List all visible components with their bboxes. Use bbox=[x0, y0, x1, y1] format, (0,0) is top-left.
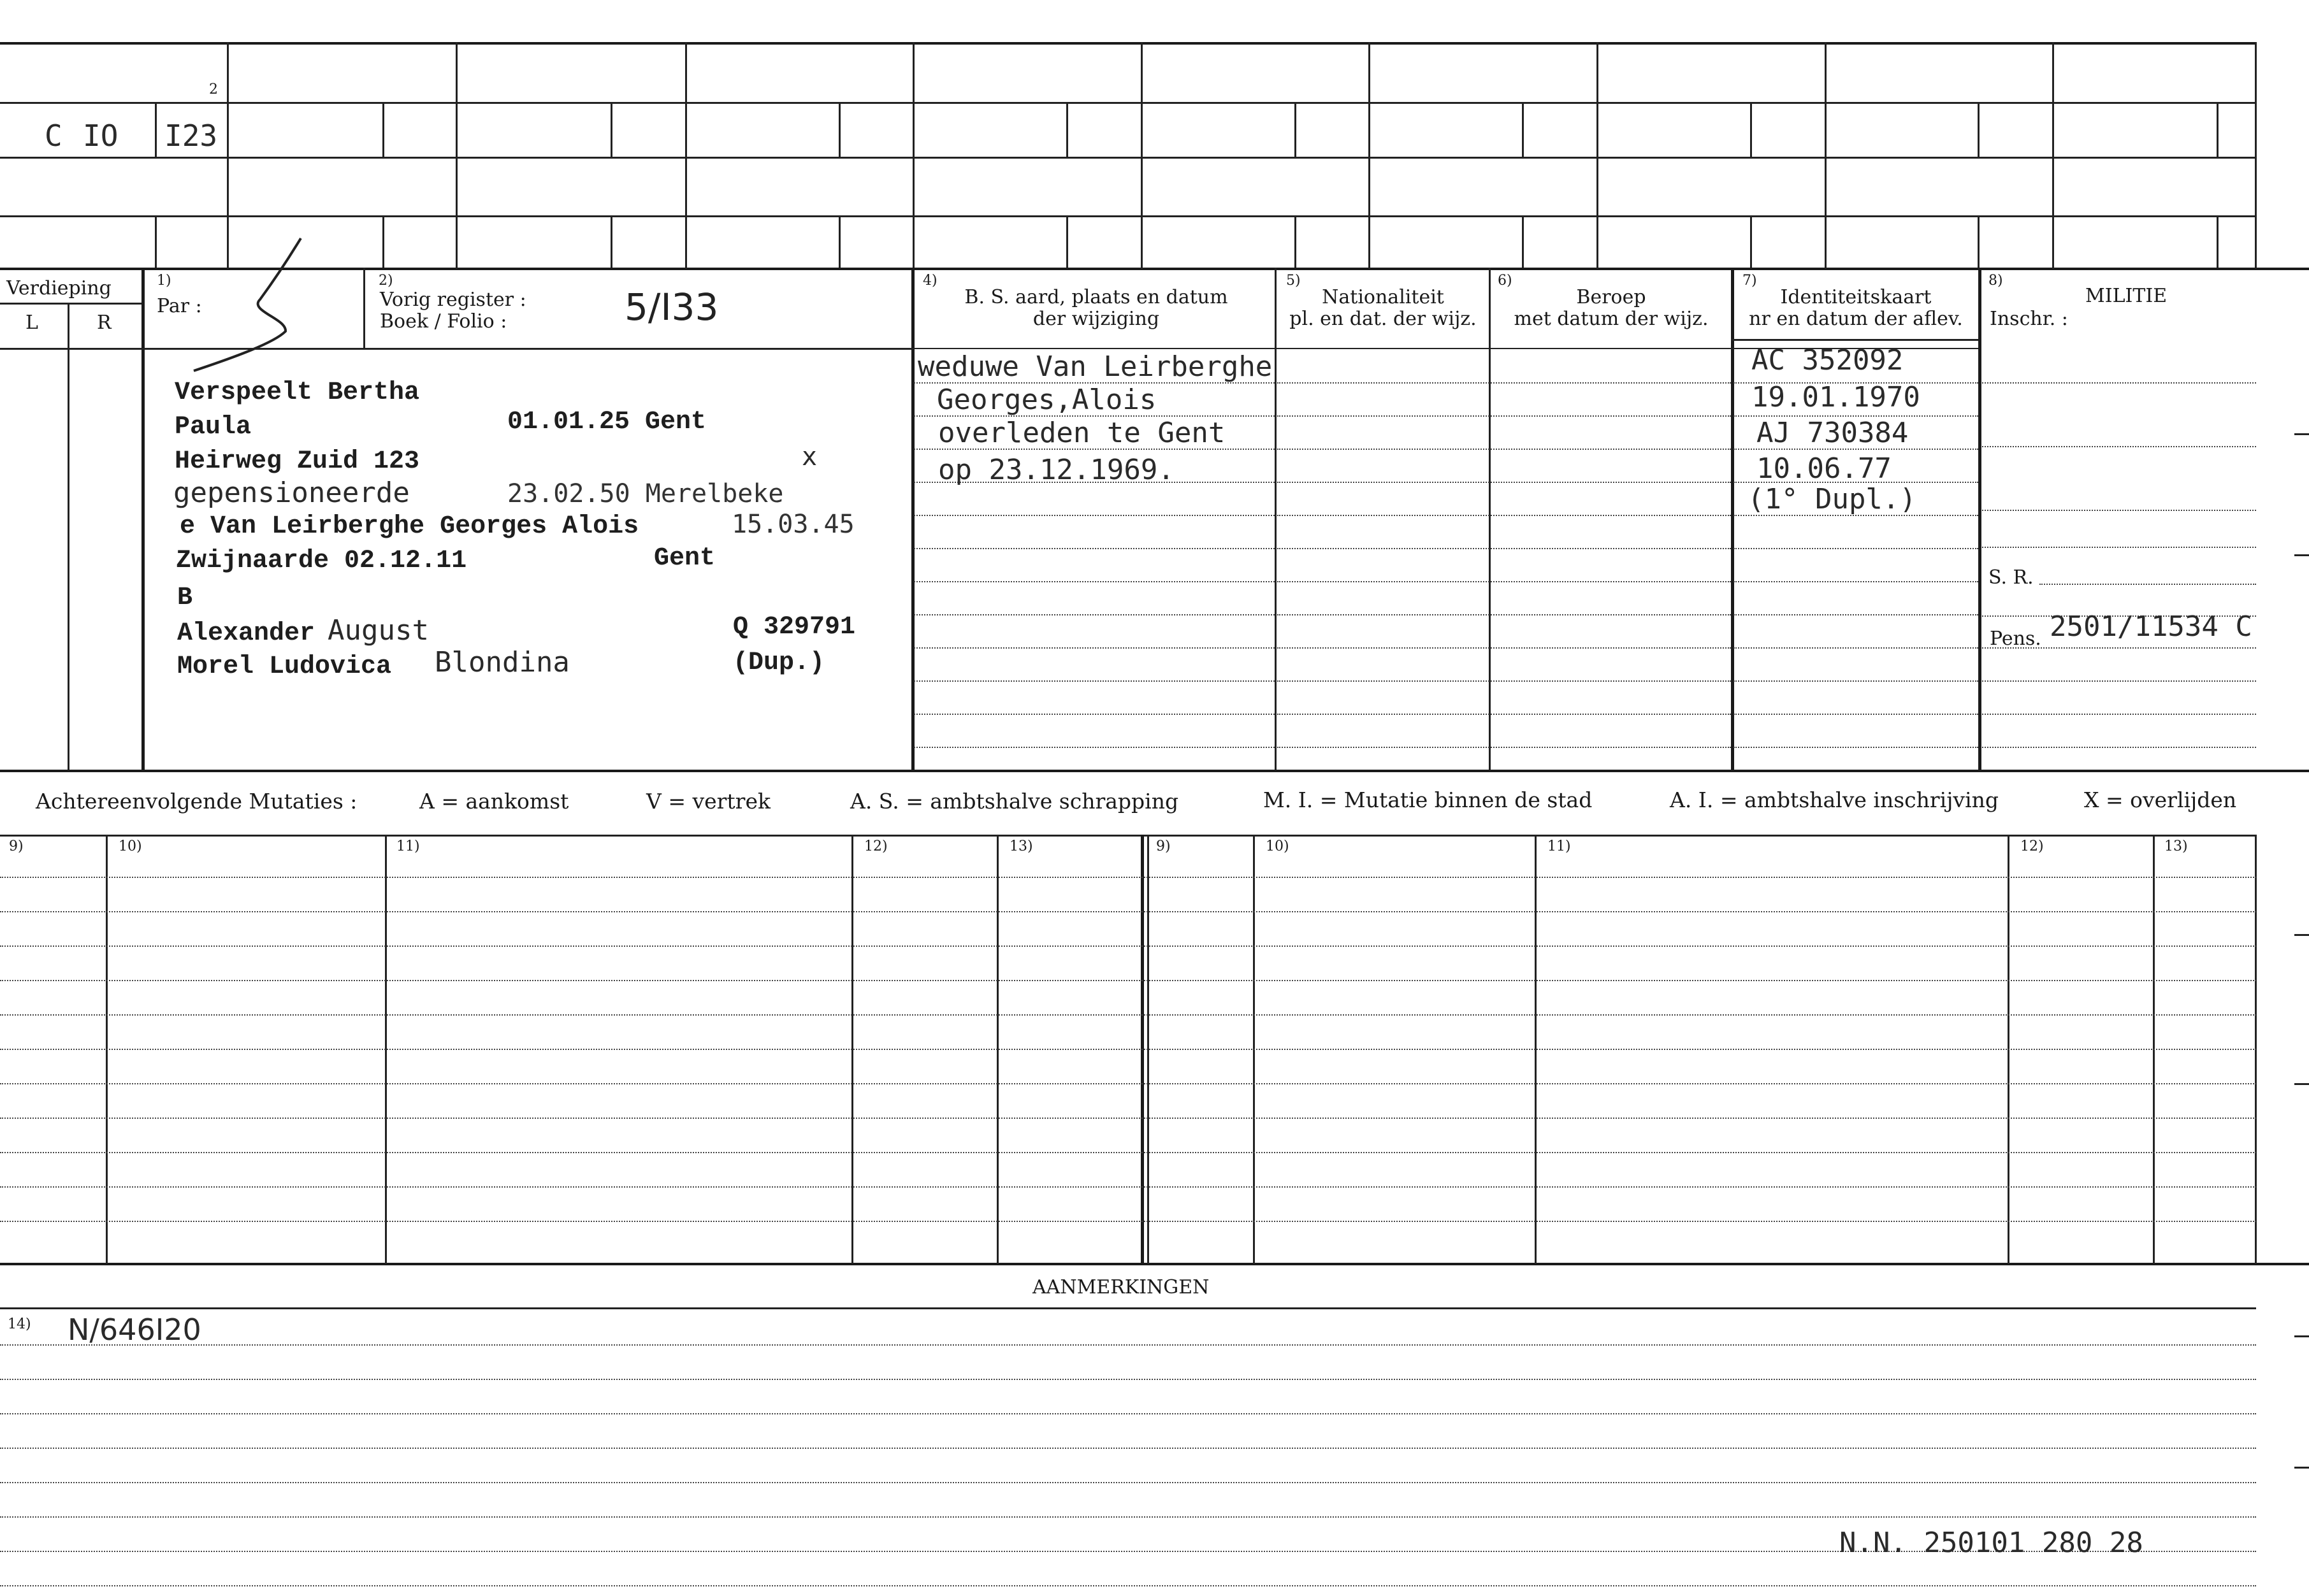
grid-line bbox=[0, 268, 2309, 270]
edge-tick bbox=[2294, 554, 2309, 556]
grid-vline bbox=[1596, 42, 1598, 269]
header-bottom bbox=[1731, 339, 1978, 341]
register-number: I23 bbox=[164, 119, 218, 153]
mut-row-line bbox=[0, 877, 2256, 878]
par-label: Par : bbox=[157, 295, 202, 317]
legend-vertrek: V = vertrek bbox=[646, 789, 771, 814]
mutaties-bottom bbox=[0, 1263, 2309, 1265]
marriage-date: 15.03.45 bbox=[732, 510, 855, 539]
spouse-birth-place: Gent bbox=[654, 544, 716, 573]
grid-vline bbox=[1522, 215, 1524, 268]
edge-tick bbox=[2294, 1467, 2309, 1469]
dotted-line bbox=[1277, 714, 1731, 715]
spouse: e Van Leirberghe Georges Alois bbox=[180, 512, 639, 541]
edge-tick bbox=[2294, 433, 2309, 435]
mut-col-number: 11) bbox=[1547, 838, 1571, 854]
field-number: 1) bbox=[157, 273, 171, 289]
father-name-2: August bbox=[328, 614, 429, 647]
remark-line bbox=[0, 1482, 2256, 1483]
mut-col-number: 9) bbox=[1156, 838, 1171, 854]
dotted-line bbox=[1734, 548, 1978, 549]
mut-col-number: 13) bbox=[2164, 838, 2188, 854]
grid-vline bbox=[155, 102, 157, 157]
remark-line bbox=[0, 1516, 2256, 1518]
remark-line bbox=[0, 1344, 2256, 1346]
grid-vline bbox=[913, 42, 915, 269]
dotted-line bbox=[1277, 614, 1731, 615]
dotted-line bbox=[1277, 747, 1731, 748]
dotted-line bbox=[1277, 581, 1731, 582]
dotted-line bbox=[1734, 647, 1978, 649]
grid-vline bbox=[1522, 102, 1524, 157]
pens-value: 2501/11534 C bbox=[2050, 610, 2252, 643]
small-index: 2 bbox=[209, 82, 218, 97]
mut-row-line bbox=[0, 1083, 2256, 1084]
legend-inschrijving: A. I. = ambtshalve inschrijving bbox=[1670, 787, 1999, 812]
bs-entry-3: overleden te Gent bbox=[938, 417, 1226, 449]
verdieping-divider bbox=[0, 303, 141, 305]
vorig-register-value: 5/I33 bbox=[625, 285, 719, 329]
dotted-line bbox=[1277, 382, 1731, 384]
header-vline bbox=[1731, 268, 1734, 771]
field-number: 7) bbox=[1742, 273, 1757, 289]
mut-row-line bbox=[0, 980, 2256, 981]
address: Heirweg Zuid 123 bbox=[175, 447, 420, 476]
dotted-line bbox=[914, 614, 1275, 615]
grid-line bbox=[0, 157, 2256, 159]
address-mark: x bbox=[802, 442, 818, 471]
occupation: gepensioneerde bbox=[173, 477, 410, 509]
header-vline bbox=[911, 268, 915, 771]
birth-date-place: 01.01.25 Gent bbox=[507, 408, 707, 436]
grid-vline bbox=[1066, 102, 1068, 157]
field-number: 5) bbox=[1286, 273, 1301, 289]
section-divider bbox=[0, 770, 2309, 772]
grid-vline bbox=[839, 215, 841, 268]
handwritten-mark bbox=[185, 236, 306, 376]
dotted-line bbox=[914, 714, 1275, 715]
sr-label: S. R. bbox=[1988, 566, 2034, 589]
mother-name: Morel Ludovica bbox=[177, 652, 392, 681]
dotted-line bbox=[914, 548, 1275, 549]
dotted-line bbox=[1734, 614, 1978, 615]
grid-vline bbox=[2217, 102, 2219, 157]
header-vline bbox=[1275, 268, 1277, 771]
mut-col-number: 10) bbox=[1266, 838, 1289, 854]
aanmerkingen-title: AANMERKINGEN bbox=[1032, 1276, 1210, 1298]
vorig-register-label: Vorig register : bbox=[380, 289, 526, 311]
mut-row-line bbox=[0, 1186, 2256, 1188]
field-number: 8) bbox=[1988, 273, 2003, 289]
field-number: 2) bbox=[379, 273, 393, 289]
dotted-line bbox=[1277, 548, 1731, 549]
remark-line bbox=[0, 1585, 2256, 1586]
remark-line bbox=[0, 1448, 2256, 1449]
militie-header: MILITIE bbox=[2085, 285, 2168, 307]
mut-row-line bbox=[0, 1118, 2256, 1119]
beroep-header-2: met datum der wijz. bbox=[1514, 308, 1709, 330]
grid-vline bbox=[2255, 42, 2257, 269]
nationaliteit-header-1: Nationaliteit bbox=[1322, 286, 1444, 308]
mother-name-2: Blondina bbox=[435, 646, 570, 679]
grid-vline bbox=[227, 42, 229, 269]
grid-vline bbox=[1978, 102, 1980, 157]
dotted-line bbox=[1982, 510, 2256, 511]
grid-vline bbox=[611, 102, 612, 157]
dotted-line bbox=[1277, 415, 1731, 417]
dotted-line bbox=[1982, 547, 2256, 548]
verdieping-label: Verdieping bbox=[6, 277, 112, 299]
dotted-line bbox=[1277, 449, 1731, 450]
field-number: 4) bbox=[923, 273, 937, 289]
mut-col-number: 12) bbox=[864, 838, 888, 854]
legend-overlijden: X = overlijden bbox=[2084, 787, 2237, 812]
mut-row-line bbox=[0, 1152, 2256, 1153]
dotted-line bbox=[914, 747, 1275, 748]
grid-vline bbox=[1294, 215, 1296, 268]
beroep-header-1: Beroep bbox=[1576, 286, 1646, 308]
dotted-line bbox=[2039, 584, 2256, 585]
edge-tick bbox=[2294, 1335, 2309, 1337]
dotted-line bbox=[1734, 714, 1978, 715]
grid-vline bbox=[456, 42, 458, 269]
pens-label: Pens. bbox=[1990, 628, 2041, 650]
grid-vline bbox=[839, 102, 841, 157]
grid-vline bbox=[611, 215, 612, 268]
status-letter: B bbox=[177, 584, 193, 612]
mut-row-line bbox=[0, 1049, 2256, 1050]
identiteitskaart-header-1: Identiteitskaart bbox=[1780, 286, 1932, 308]
grid-vline bbox=[1750, 102, 1752, 157]
grid-vline bbox=[1368, 42, 1370, 269]
aanmerkingen-value: N/646I20 bbox=[68, 1312, 201, 1347]
mut-row-line bbox=[0, 911, 2256, 912]
mutaties-top bbox=[0, 835, 2256, 837]
dotted-line bbox=[914, 581, 1275, 582]
grid-vline bbox=[382, 215, 384, 268]
identiteitskaart-header-2: nr en datum der aflev. bbox=[1749, 308, 1963, 330]
field-number: 6) bbox=[1498, 273, 1512, 289]
card-code-number: IO bbox=[83, 119, 119, 153]
dotted-line bbox=[1277, 647, 1731, 649]
bs-entry-2: Georges,Alois bbox=[937, 384, 1157, 416]
mut-row-line bbox=[0, 1014, 2256, 1016]
grid-vline bbox=[155, 215, 157, 268]
header-vline bbox=[1978, 268, 1981, 771]
header-vline bbox=[141, 268, 145, 771]
top-border bbox=[0, 42, 2256, 45]
dotted-line bbox=[1277, 680, 1731, 682]
mut-col-number: 9) bbox=[9, 838, 24, 854]
bs-entry-4: op 23.12.1969. bbox=[938, 454, 1175, 486]
grid-vline bbox=[1978, 215, 1980, 268]
grid-vline bbox=[1141, 42, 1143, 269]
grid-vline bbox=[2217, 215, 2219, 268]
dotted-line bbox=[1982, 382, 2256, 384]
grid-vline bbox=[1825, 42, 1827, 269]
grid-vline bbox=[1066, 215, 1068, 268]
dotted-line bbox=[1734, 581, 1978, 582]
grid-vline bbox=[2052, 42, 2054, 269]
edge-tick bbox=[2294, 934, 2309, 936]
header-vline bbox=[363, 268, 365, 349]
duplicate-note: (Dup.) bbox=[733, 649, 825, 677]
edge-tick bbox=[2294, 1083, 2309, 1085]
id-entry-4: 10.06.77 bbox=[1756, 452, 1892, 485]
dotted-line bbox=[1982, 714, 2256, 715]
legend-schrapping: A. S. = ambtshalve schrapping bbox=[850, 789, 1179, 814]
remark-line bbox=[0, 1379, 2256, 1380]
id-entry-1: AC 352092 bbox=[1751, 344, 1904, 377]
dotted-line bbox=[1982, 446, 2256, 447]
legend-mutatie: M. I. = Mutatie binnen de stad bbox=[1263, 787, 1593, 812]
dotted-line bbox=[1734, 680, 1978, 682]
mutaties-title: Achtereenvolgende Mutaties : bbox=[36, 789, 358, 814]
col-l-label: L bbox=[25, 312, 38, 334]
legend-aankomst: A = aankomst bbox=[419, 789, 569, 814]
id-entry-3: AJ 730384 bbox=[1756, 417, 1909, 449]
remark-line bbox=[0, 1413, 2256, 1414]
person-name: Verspeelt Bertha bbox=[175, 378, 420, 407]
national-number: N.N. 250101 280 28 bbox=[1839, 1527, 2143, 1559]
field-number: 14) bbox=[8, 1316, 31, 1332]
id-entry-2: 19.01.1970 bbox=[1751, 381, 1920, 413]
grid-line bbox=[0, 215, 2256, 217]
mut-col-number: 11) bbox=[396, 838, 420, 854]
inschr-label: Inschr. : bbox=[1990, 308, 2068, 330]
col-r-label: R bbox=[97, 312, 112, 334]
settle-date-place: 23.02.50 Merelbeke bbox=[507, 479, 784, 508]
nationaliteit-header-2: pl. en dat. der wijz. bbox=[1289, 308, 1477, 330]
bs-header-2: der wijziging bbox=[1032, 308, 1160, 330]
header-vline bbox=[1489, 268, 1491, 771]
bs-entry-1: weduwe Van Leirberghe bbox=[918, 350, 1273, 383]
dotted-line bbox=[1982, 680, 2256, 682]
grid-vline bbox=[382, 102, 384, 157]
mut-col-number: 12) bbox=[2020, 838, 2044, 854]
document-number: Q 329791 bbox=[733, 613, 856, 642]
mut-col-number: 13) bbox=[1010, 838, 1033, 854]
person-firstname: Paula bbox=[175, 413, 252, 442]
boek-folio-label: Boek / Folio : bbox=[380, 310, 507, 333]
father-name: Alexander bbox=[177, 619, 315, 648]
grid-vline bbox=[1294, 102, 1296, 157]
header-bottom bbox=[0, 348, 141, 350]
grid-vline bbox=[1750, 215, 1752, 268]
dotted-line bbox=[914, 647, 1275, 649]
spouse-birth: Zwijnaarde 02.12.11 bbox=[176, 547, 467, 575]
dotted-line bbox=[1734, 747, 1978, 748]
bs-header-1: B. S. aard, plaats en datum bbox=[964, 286, 1228, 308]
mut-row-line bbox=[0, 1221, 2256, 1222]
dotted-line bbox=[914, 680, 1275, 682]
dotted-line bbox=[1277, 482, 1731, 483]
mut-row-line bbox=[0, 945, 2256, 947]
header-vline bbox=[68, 305, 69, 771]
grid-line bbox=[0, 102, 2256, 104]
id-entry-5: (1° Dupl.) bbox=[1748, 483, 1916, 515]
dotted-line bbox=[1982, 747, 2256, 748]
grid-vline bbox=[685, 42, 687, 269]
dotted-line bbox=[914, 515, 1275, 516]
card-code-letter: C bbox=[45, 119, 62, 153]
aanmerkingen-top bbox=[0, 1307, 2256, 1309]
mut-col-number: 10) bbox=[119, 838, 142, 854]
dotted-line bbox=[1277, 515, 1731, 516]
